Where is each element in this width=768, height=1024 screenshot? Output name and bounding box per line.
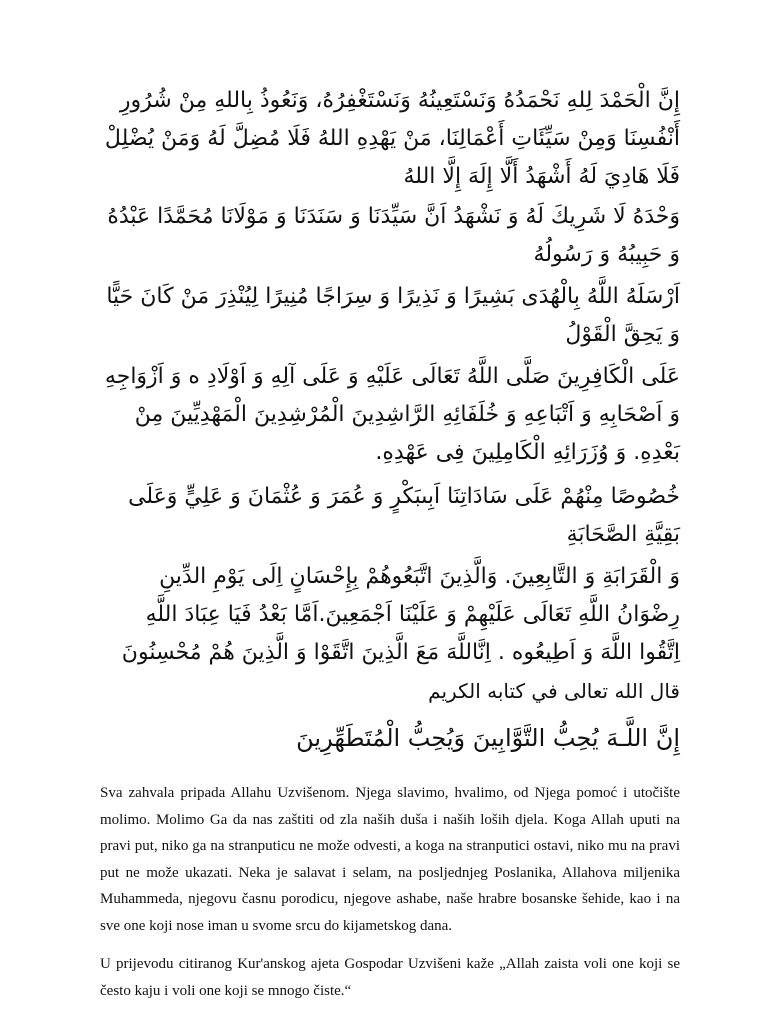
arabic-line: وَ يَحِقَّ الْقَوْلُ — [565, 322, 680, 347]
arabic-line: فَلَا هَادِيَ لَهُ أَشْهَدُ أَلَّا إِلَهَ إِلَّا اللهُ — [403, 164, 680, 189]
arabic-line: أَنْفُسِنَا وَمِنْ سَيِّئَاتِ أَعْمَالِنَا، مَنْ يَهْدِهِ اللهُ فَلَا مُضِلَّ لَهُ وَمَنْ يُضْلِلْ — [104, 126, 680, 151]
arabic-paragraph-5 — [100, 478, 680, 554]
arabic-line: رِضْوَانُ اللَّهِ تَعَالَى عَلَيْهِمْ وَ عَلَيْنَا اَجْمَعِينَ.اَمَّا بَعْدُ فَيَا عِبَادَ اللَّهِ — [145, 602, 680, 627]
arabic-paragraph-3 — [100, 278, 680, 354]
arabic-line: خُصُوصًا مِنْهُمْ عَلَى سَادَاتِنَا اَبِىبَكْرٍ وَ عُمَرَ وَ عُثْمَانَ وَ عَلِيٍّ وَعَلَى — [128, 484, 680, 509]
arabic-line: بَعْدِهِ. وَ وُزَرَائِهِ الْكَامِلِينَ فِى عَهْدِهِ. — [375, 440, 680, 465]
arabic-line: وَ الْقَرَابَةِ وَ التَّابِعِينَ. وَالَّذِينَ اتَّبَعُوهُمْ بِإِحْسَانٍ اِلَى يَوْمِ الدِّينِ — [159, 564, 680, 589]
arabic-paragraph-6 — [100, 558, 680, 710]
translation-paragraph-1: Sva zahvala pripada Allahu Uzvišenom. Njega slavimo, hvalimo, od Njega pomoć i utočište molimo. Molimo Ga da nas zaštiti od zla naših duša i naših loših djela. Koga Allah uputi na pravi put, niko ga na stranputicu ne može odvesti, a koga na stranputici ostavi, niko mu na pravi put ne može ukazati. Neka je salavat i selam, na posljednjeg Poslanika, Allahova miljenika Muhammeda, njegovu časnu porodicu, njegove ashabe, naše hrabre bosanske šehide, kao i na sve one koji nose iman u svome srcu do kijametskog dana. — [100, 785, 680, 934]
arabic-line: اَرْسَلَهُ اللَّهُ بِالْهُدَى بَشِيرًا وَ نَذِيرًا وَ سِرَاجًا مُنِيرًا لِيُنْذِرَ مَنْ كَانَ حَيًّا — [106, 284, 680, 309]
arabic-paragraph-4 — [100, 358, 680, 472]
document-page — [100, 82, 680, 1016]
arabic-line: بَقِيَّةِ الصَّحَابَةِ — [566, 522, 680, 547]
arabic-line: وَ حَبِيبُهُ وَ رَسُولُهُ — [533, 242, 680, 267]
arabic-line: اِتَّقُوا اللَّهَ وَ اَطِيعُوه . اِنَّاللَّهَ مَعَ الَّذِينَ اتَّقَوْا وَ الَّذِينَ هُمْ مُحْسِنُونَ — [121, 640, 680, 665]
arabic-line: إِنَّ الْحَمْدَ لِلهِ نَحْمَدُهُ وَنَسْتَعِينُهُ وَنَسْتَغْفِرُهُ، وَنَعُوذُ بِاللهِ مِنْ شُرُورِ — [119, 88, 680, 113]
arabic-paragraph-2 — [100, 198, 680, 274]
translation-paragraph-2: U prijevodu citiranog Kur'anskog ajeta Gospodar Uzvišeni kaže „Allah zaista voli one koji se često kaju i voli one koji se mnogo čiste.“ — [100, 956, 680, 999]
quran-intro-line: قال الله تعالى في كتابه الكريم — [428, 679, 680, 703]
arabic-line: وَحْدَهُ لَا شَرِيكَ لَهُ وَ نَشْهَدُ اَنَّ سَيِّدَنَا وَ سَنَدَنَا وَ مَوْلَانَا مُحَمَّدًا عَبْدُهُ — [107, 204, 680, 229]
quran-ayah: إِنَّ اللَّـهَ يُحِبُّ التَّوَّابِينَ وَيُحِبُّ الْمُتَطَهِّرِينَ — [296, 724, 680, 752]
arabic-paragraph-1 — [100, 82, 680, 196]
arabic-line: عَلَى الْكَافِرِينَ صَلَّى اللَّهُ تَعَالَى عَلَيْهِ وَ عَلَى آلِهِ وَ اَوْلَادِ ه وَ اَزْوَاجِهِ — [104, 364, 680, 389]
arabic-line: وَ اَصْحَابِهِ وَ اَتْبَاعِهِ وَ خُلَفَائِهِ الرَّاشِدِينَ الْمُرْشِدِينَ الْمَهْدِيِّينَ مِنْ — [134, 402, 680, 427]
